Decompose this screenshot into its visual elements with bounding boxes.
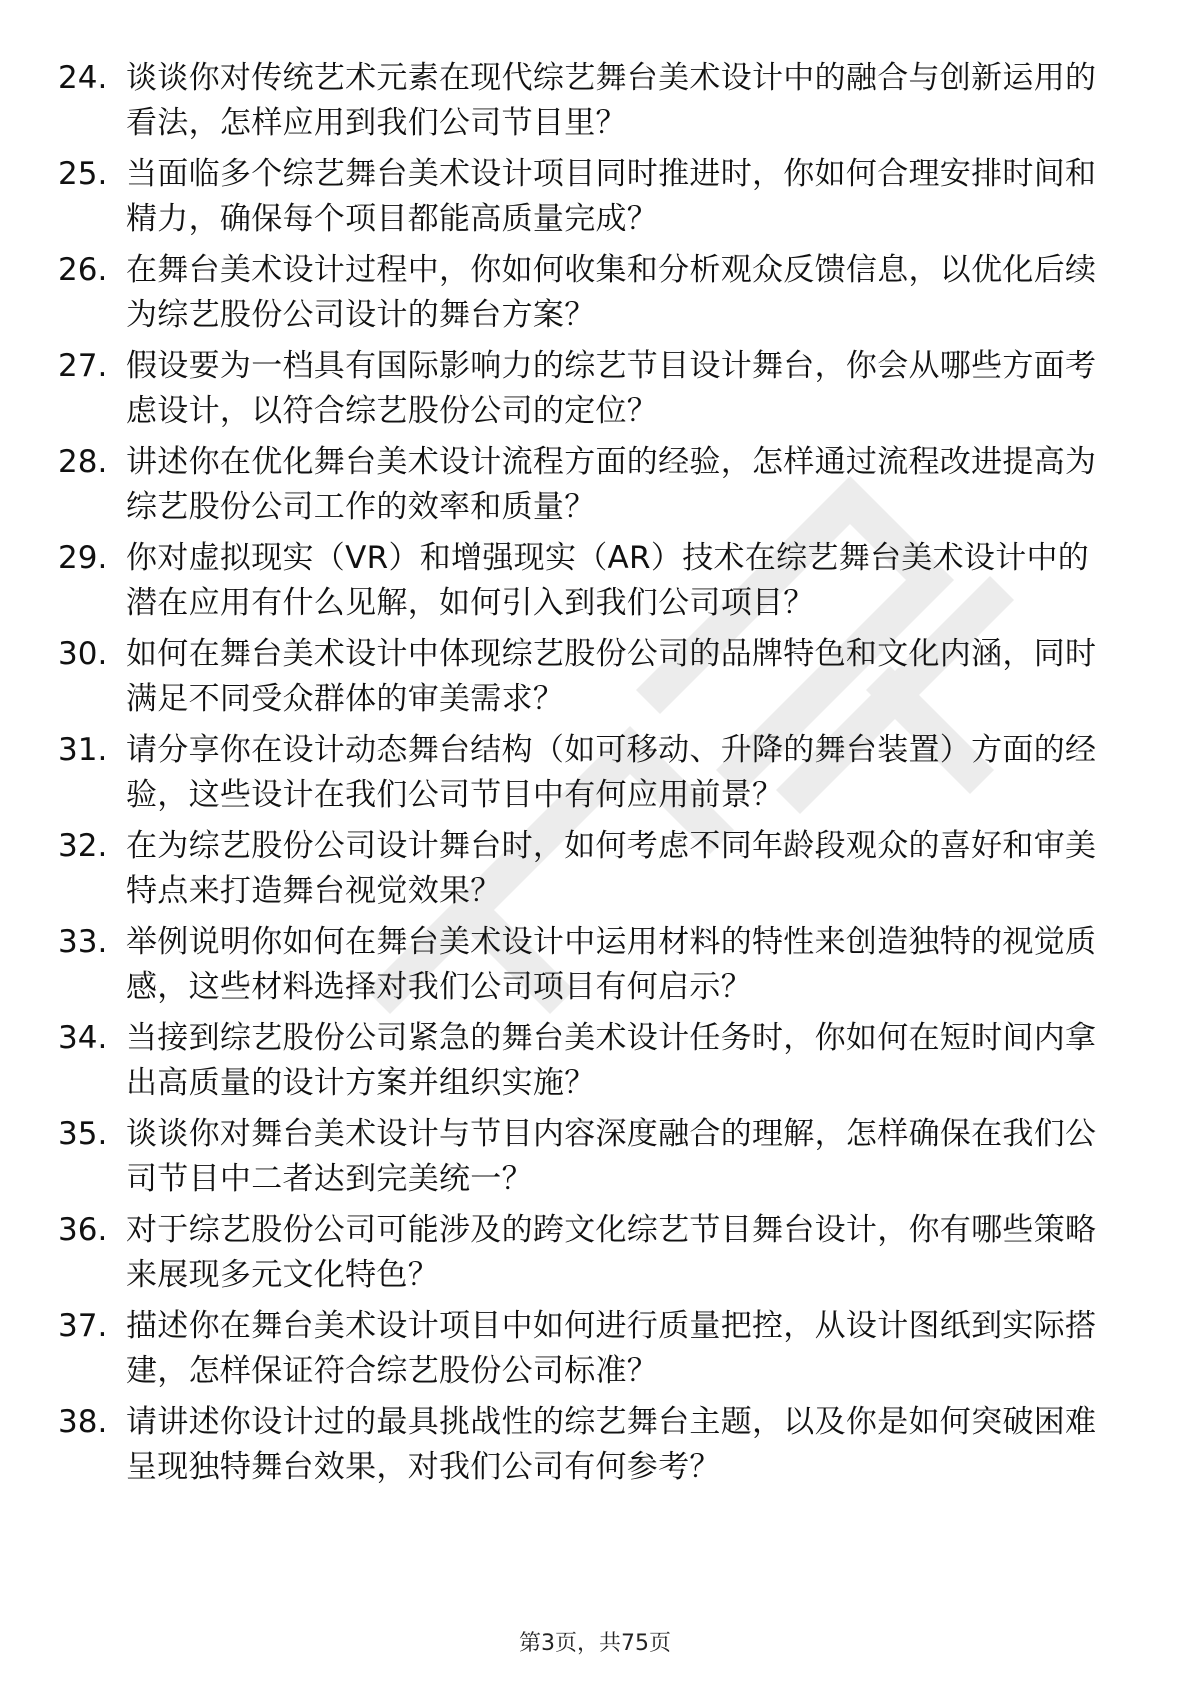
question-text: 当接到综艺股份公司紧急的舞台美术设计任务时，你如何在短时间内拿出高质量的设计方案并组织实施？ (126, 1020, 1097, 1101)
question-item (58, 152, 1118, 248)
question-item (58, 1400, 1118, 1496)
question-text: 你对虚拟现实（VR）和增强现实（AR）技术在综艺舞台美术设计中的潜在应用有什么见解，如何引入到我们公司项目？ (126, 540, 1090, 621)
question-item (58, 728, 1118, 824)
question-text: 描述你在舞台美术设计项目中如何进行质量把控，从设计图纸到实际搭建，怎样保证符合综艺股份公司标准？ (126, 1308, 1097, 1389)
question-text: 请分享你在设计动态舞台结构（如可移动、升降的舞台装置）方面的经验，这些设计在我们公司节目中有何应用前景？ (126, 732, 1097, 813)
question-number: 32. (58, 828, 108, 864)
question-text: 讲述你在优化舞台美术设计流程方面的经验，怎样通过流程改进提高为综艺股份公司工作的效率和质量？ (126, 444, 1097, 525)
question-number: 28. (58, 444, 108, 480)
question-number: 26. (58, 252, 108, 288)
question-text: 谈谈你对传统艺术元素在现代综艺舞台美术设计中的融合与创新运用的看法，怎样应用到我们公司节目里？ (126, 60, 1097, 141)
question-item (58, 1304, 1118, 1400)
question-number: 38. (58, 1404, 108, 1440)
question-item (58, 248, 1118, 344)
page-number: 第3页，共75页 (519, 1631, 671, 1656)
question-number: 37. (58, 1308, 108, 1344)
question-item (58, 920, 1118, 1016)
question-number: 30. (58, 636, 108, 672)
question-number: 34. (58, 1020, 108, 1056)
question-item (58, 1208, 1118, 1304)
question-text: 在舞台美术设计过程中，你如何收集和分析观众反馈信息，以优化后续为综艺股份公司设计的舞台方案？ (126, 252, 1097, 333)
question-text: 如何在舞台美术设计中体现综艺股份公司的品牌特色和文化内涵，同时满足不同受众群体的审美需求？ (126, 636, 1097, 717)
question-text: 谈谈你对舞台美术设计与节目内容深度融合的理解，怎样确保在我们公司节目中二者达到完美统一？ (126, 1116, 1097, 1197)
question-number: 36. (58, 1212, 108, 1248)
question-text: 举例说明你如何在舞台美术设计中运用材料的特性来创造独特的视觉质感，这些材料选择对我们公司项目有何启示？ (126, 924, 1097, 1005)
question-item (58, 632, 1118, 728)
question-list (58, 56, 1118, 1496)
question-number: 33. (58, 924, 108, 960)
question-item (58, 344, 1118, 440)
question-number: 24. (58, 60, 108, 96)
question-text: 当面临多个综艺舞台美术设计项目同时推进时，你如何合理安排时间和精力，确保每个项目都能高质量完成？ (126, 156, 1097, 237)
question-text: 在为综艺股份公司设计舞台时，如何考虑不同年龄段观众的喜好和审美特点来打造舞台视觉效果？ (126, 828, 1097, 909)
question-item (58, 536, 1118, 632)
question-text: 对于综艺股份公司可能涉及的跨文化综艺节目舞台设计，你有哪些策略来展现多元文化特色？ (126, 1212, 1097, 1293)
question-number: 31. (58, 732, 108, 768)
question-text: 假设要为一档具有国际影响力的综艺节目设计舞台，你会从哪些方面考虑设计，以符合综艺股份公司的定位？ (126, 348, 1097, 429)
question-item (58, 1112, 1118, 1208)
question-number: 29. (58, 540, 108, 576)
question-number: 25. (58, 156, 108, 192)
question-text: 请讲述你设计过的最具挑战性的综艺舞台主题，以及你是如何突破困难呈现独特舞台效果，对我们公司有何参考？ (126, 1404, 1097, 1485)
question-item (58, 440, 1118, 536)
question-item (58, 1016, 1118, 1112)
question-number: 35. (58, 1116, 108, 1152)
question-number: 27. (58, 348, 108, 384)
question-item (58, 824, 1118, 920)
question-item (58, 56, 1118, 152)
